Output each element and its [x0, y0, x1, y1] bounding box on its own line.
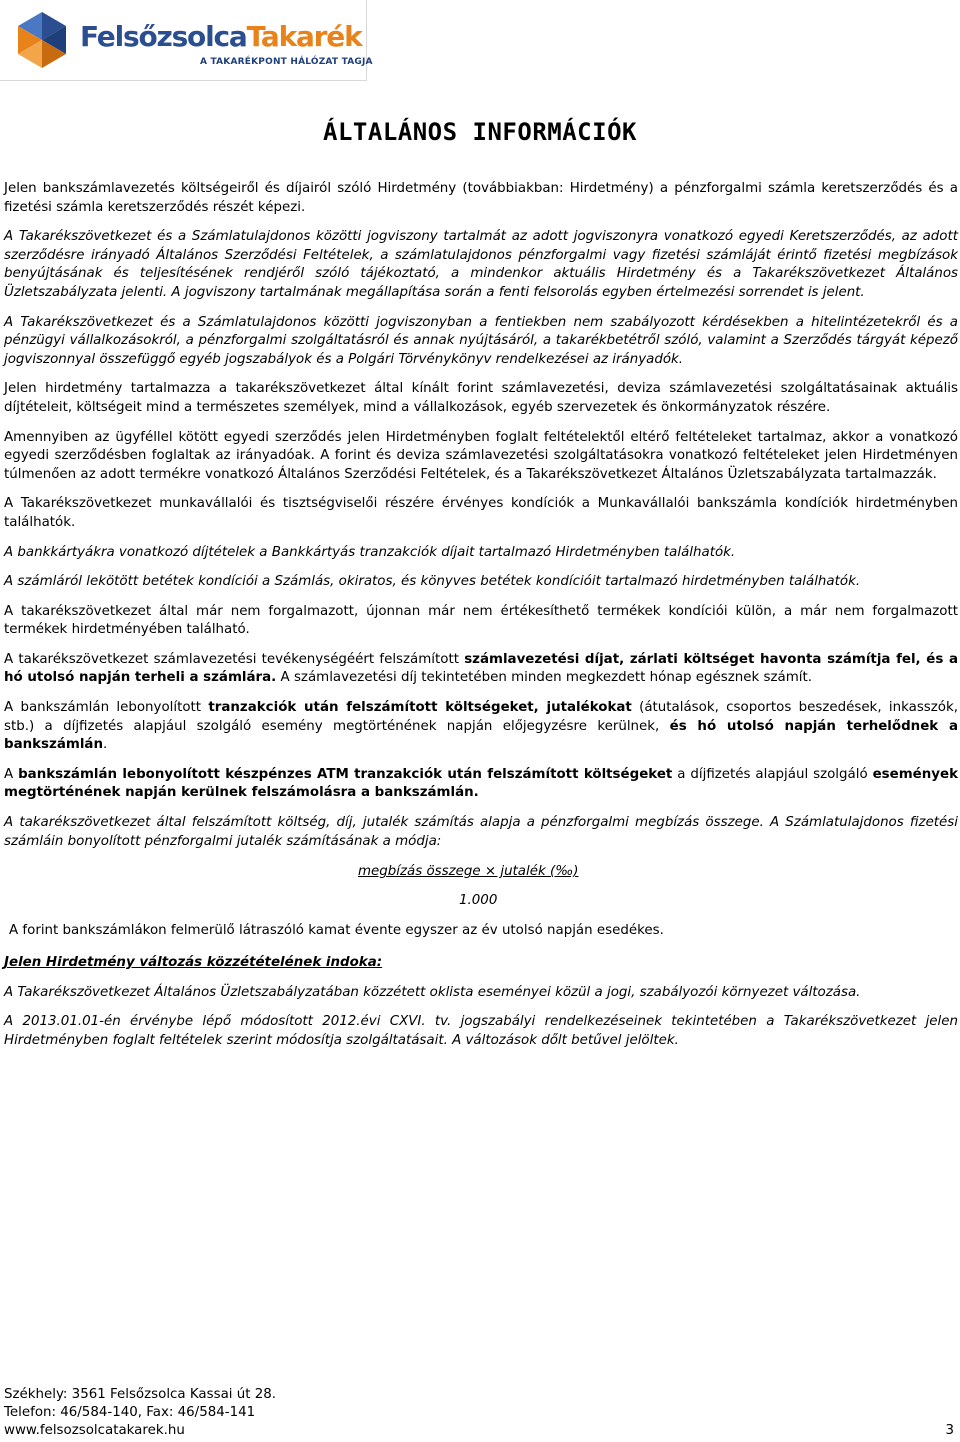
paragraph-intro: Jelen bankszámlavezetés költségeiről és díjairól szóló Hirdetmény (továbbiakban: Hirdetmény) a pénzforgalmi számla keretszerződés és a fizetési számla keretszerződés részét képezi.: [4, 181, 958, 215]
footer-address: Székhely: 3561 Felsőzsolca Kassai út 28.: [4, 1387, 277, 1402]
paragraph-account-fee: [4, 651, 958, 688]
document-body: [4, 180, 958, 1061]
bold-run: bankszámlán lebonyolított készpénzes ATM tranzakciók után felszámított költségeket: [18, 766, 673, 782]
text-run: A számlavezetési díj tekintetében minden megkezdett hónap egésznek számít.: [276, 670, 812, 686]
paragraph-overdraft-interest: A forint bankszámlákon felmerülő látraszóló kamat évente egyszer az év utolsó napján esedékes.: [9, 923, 664, 939]
logo-tagline: A TAKARÉKPONT HÁLÓZAT TAGJA: [200, 57, 373, 67]
logo-wordmark: [80, 20, 362, 53]
logo-name-part2: Takarék: [246, 20, 362, 53]
paragraph-deposit-conditions: A számláról lekötött betétek kondíciói a Számlás, okiratos, és könyves betétek kondícióit tartalmazó hirdetményben találhatók.: [4, 574, 861, 590]
text-run: a díjfizetés alapjául szolgáló: [672, 766, 873, 782]
paragraph-atm-fees: [4, 766, 958, 803]
paragraph-fee-scope: Jelen hirdetmény tartalmazza a takarékszövetkezet által kínált forint számlavezetési, deviza számlavezetési szolgáltatásainak aktuális díjtételeit, költségeit mind a természetes személyek, mind a vállalkozások, egyéb szervezetek és önkormányzatok részére.: [4, 381, 958, 415]
paragraph-legal-relationship: A Takarékszövetkezet és a Számlatulajdonos közötti jogviszony tartalmát az adott jogviszonyra vonatkozó egyedi Keretszerződés, az adott szerződésre irányadó Általános Szerződési Feltételek, a számlatulajdonos pénzforgalmi vagy fizetési számláját érintő fizetési megbízások benyújtásának és teljesítésének rendjéről szóló tájékoztató, a mindenkor aktuális Hirdetmény és a Takarékszövetkezet Általános Üzletszabályzata jelenti. A jogviszony tartalmának megállapítása során a fenti felsorolás egyben értelmezési sorrendet is jelent.: [4, 229, 958, 300]
text-run: (átutalások, csoportos beszedések, inkasszók, stb.) a díjfizetés alapjául szolgáló esemény megtörténének napján előjegyzésre kerülnek,: [4, 700, 959, 734]
paragraph-employee-conditions: A Takarékszövetkezet munkavállalói és tisztségviselői részére érvényes kondíciók a Munkavállalói bankszámla kondíciók hirdetményben találhatók.: [4, 496, 958, 530]
footer-phone: Telefon: 46/584-140, Fax: 46/584-141: [4, 1405, 256, 1420]
paragraph-discontinued-products: A takarékszövetkezet által már nem forgalmazott, újonnan már nem értékesíthető termékek kondíciói külön, a már nem forgalmazott termékek hirdetményében található.: [4, 603, 958, 638]
page-number: 3: [945, 1423, 954, 1438]
text-run: A takarékszövetkezet számlavezetési tevékenységéért felszámított: [4, 651, 465, 667]
bold-run: számlavezetési díjat, zárlati költséget havonta számítja fel, és a hó utolsó napján terheli a számlára.: [4, 651, 958, 686]
text-run: A: [4, 766, 19, 782]
section-heading-change-reason: Jelen Hirdetmény változás közzétételének indoka:: [4, 955, 383, 970]
bold-run: és hó utolsó napján terhelődnek a bankszámlán: [4, 718, 958, 753]
paragraph-bankcard-fees: A bankkártyákra vonatkozó díjtételek a Bankkártyás tranzakciók díjait tartalmazó Hirdetményben találhatók.: [4, 544, 736, 560]
bank-logo: [0, 0, 373, 82]
paragraph-legal-amendment: A 2013.01.01-én érvénybe lépő módosított 2012.évi CXVI. tv. jogszabályi rendelkezéseinek tekintetében a Takarékszövetkezet jelen Hirdetményben foglalt feltételek szerint módosítja szolgáltatásait. A változások dőlt betűvel jelöltek.: [4, 1014, 958, 1048]
page-footer: [4, 1386, 954, 1440]
paragraph-individual-contract: Amennyiben az ügyféllel kötött egyedi szerződés jelen Hirdetményben foglalt feltételektől eltérő feltételeket tartalmaz, akkor a vonatkozó egyedi szerződésben foglaltak az irányadóak. A forint és deviza számlavezetési szolgáltatásokra vonatkozó feltételeket jelen Hirdetményen túlmenően az adott termékre vonatkozó Általános Szerződési Feltételek, és a Takarékszövetkezet Általános Üzletszabályzata tartalmazzák.: [4, 429, 958, 482]
footer-website[interactable]: www.felsozsolcatakarek.hu: [4, 1423, 185, 1438]
bold-run: események megtörténének napján kerülnek felszámolásra a bankszámlán.: [4, 766, 958, 801]
text-run: A bankszámlán lebonyolított: [4, 700, 209, 716]
bold-run: tranzakciók után felszámított költségeket, jutalékokat: [208, 700, 632, 716]
paragraph-commission-basis: A takarékszövetkezet által felszámított költség, díj, jutalék számítás alapja a pénzforgalmi megbízás összege. A Számlatulajdonos fizetési számláin bonyolított pénzforgalmi jutalék számításának a módja:: [4, 815, 958, 849]
logo-name-part1: Felsőzsolca: [80, 20, 247, 53]
text-run: .: [102, 737, 108, 753]
formula-denominator: 1.000: [459, 892, 498, 908]
formula-numerator: [4, 863, 958, 882]
formula-numerator-text: megbízás összege × jutalék (‰): [358, 864, 579, 880]
paragraph-governing-law: A Takarékszövetkezet és a Számlatulajdonos közötti jogviszonyban a fentiekben nem szabályozott kérdésekben a hitelintézetekről és a pénzügyi vállalkozásokról, a pénzforgalmi szolgáltatásról és annak nyújtásáról, a takarékbetétről szóló, valamint a Szerződés tárgyát képező jogviszonnyal összefüggő egyéb jogszabályok és a Polgári Törvénykönyv rendelkezései az irányadók.: [4, 314, 958, 367]
paragraph-transaction-fees: [4, 699, 958, 755]
page-title: ÁLTALÁNOS INFORMÁCIÓK: [323, 118, 637, 146]
logo-mark-icon: [6, 8, 78, 74]
paragraph-change-reason: A Takarékszövetkezet Általános Üzletszabályzatában közzétett oklista eseményei közül a jogi, szabályozói környezet változása.: [4, 984, 861, 1000]
